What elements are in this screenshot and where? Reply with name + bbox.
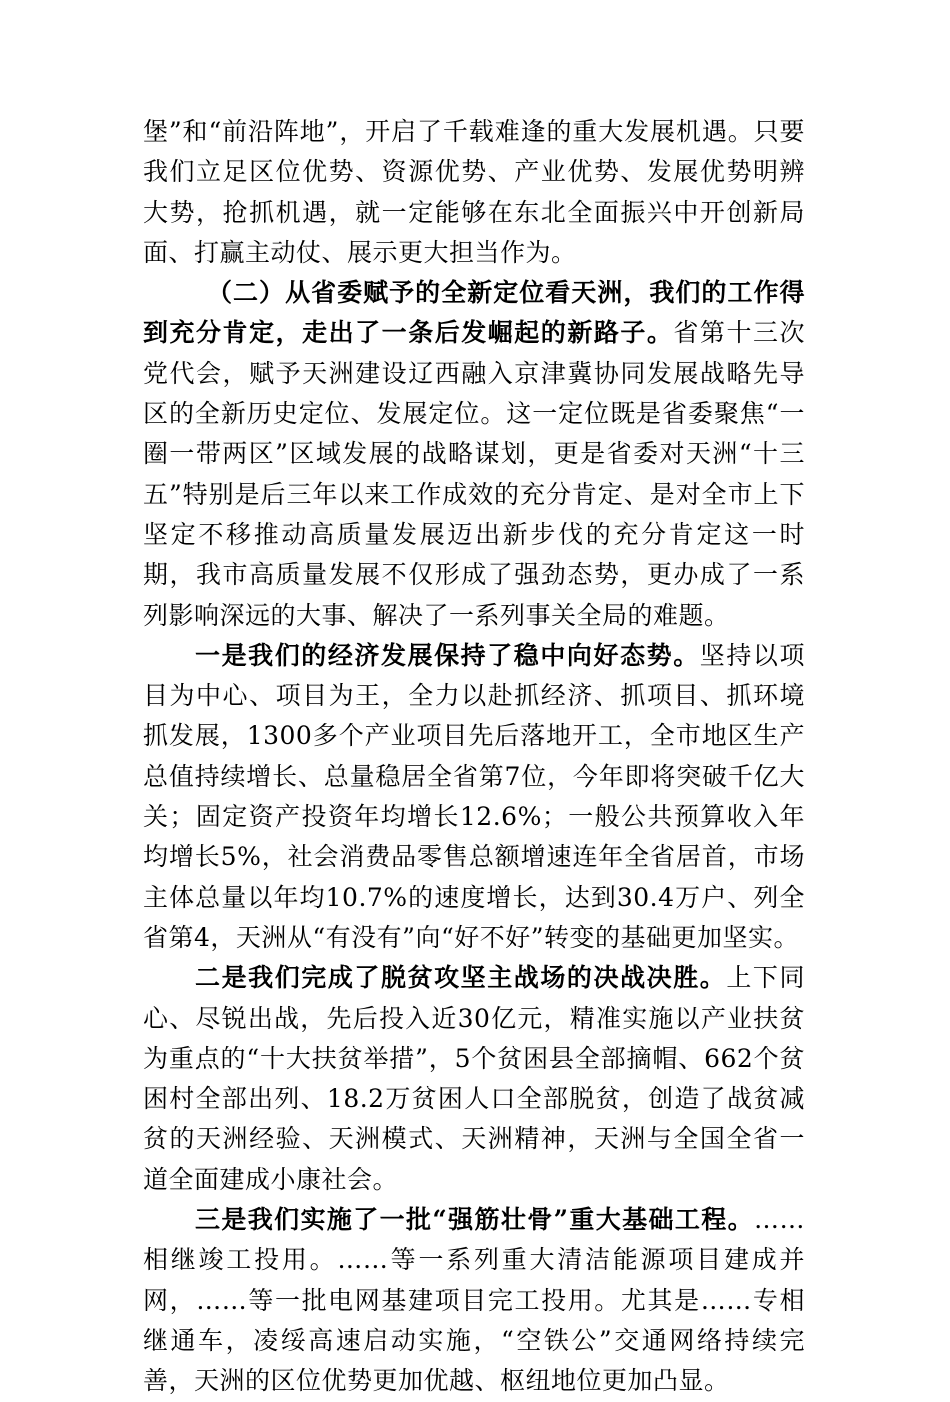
paragraph-3-lead: 一是我们的经济发展保持了稳中向好态势。 bbox=[195, 640, 700, 670]
document-body bbox=[143, 112, 805, 1402]
paragraph-3 bbox=[143, 636, 805, 958]
paragraph-5-body: ……相继竣工投用。……等一系列重大清洁能源项目建成并网，……等一批电网基建项目完工投用。尤其是……专相继通车，凌绥高速启动实施，“空铁公”交通网络持续完善，天洲的区位优势更加优越、枢纽地位更加凸显。 bbox=[143, 1205, 805, 1396]
paragraph-2 bbox=[143, 273, 805, 636]
paragraph-5 bbox=[143, 1200, 805, 1401]
paragraph-4-lead: 二是我们完成了脱贫攻坚主战场的决战决胜。 bbox=[195, 963, 727, 993]
paragraph-5-lead: 三是我们实施了一批“强筋壮骨”重大基础工程。 bbox=[195, 1205, 754, 1235]
paragraph-3-body: 坚持以项目为中心、项目为王，全力以赴抓经济、抓项目、抓环境抓发展，1300多个产业项目先后落地开工，全市地区生产总值持续增长、总量稳居全省第7位，今年即将突破千亿大关；固定资产投资年均增长12.6%；一般公共预算收入年均增长5%，社会消费品零售总额增速连年全省居首，市场主体总量以年均10.7%的速度增长，达到30.4万户、列全省第4，天洲从“有没有”向“好不好”转变的基础更加坚实。 bbox=[143, 640, 805, 952]
paragraph-2-body: 省第十三次党代会，赋予天洲建设辽西融入京津冀协同发展战略先导区的全新历史定位、发展定位。这一定位既是省委聚焦“一圈一带两区”区域发展的战略谋划，更是省委对天洲“十三五”特别是后三年以来工作成效的充分肯定、是对全市上下坚定不移推动高质量发展迈出新步伐的充分肯定这一时期，我市高质量发展不仅形成了强劲态势，更办成了一系列影响深远的大事、解决了一系列事关全局的难题。 bbox=[143, 318, 805, 630]
paragraph-1 bbox=[143, 112, 805, 273]
paragraph-4 bbox=[143, 958, 805, 1200]
paragraph-1-body: 堡”和“前沿阵地”，开启了千载难逢的重大发展机遇。只要我们立足区位优势、资源优势、产业优势、发展优势明辨大势，抢抓机遇，就一定能够在东北全面振兴中开创新局面、打赢主动仗、展示更大担当作为。 bbox=[143, 117, 805, 267]
paragraph-2-lead: （二）从省委赋予的全新定位看天洲，我们的工作得到充分肯定，走出了一条后发崛起的新路子。 bbox=[143, 278, 805, 348]
paragraph-4-body: 上下同心、尽锐出战，先后投入近30亿元，精准实施以产业扶贫为重点的“十大扶贫举措”，5个贫困县全部摘帽、662个贫困村全部出列、18.2万贫困人口全部脱贫，创造了战贫减贫的天洲经验、天洲模式、天洲精神，天洲与全国全省一道全面建成小康社会。 bbox=[143, 963, 805, 1194]
